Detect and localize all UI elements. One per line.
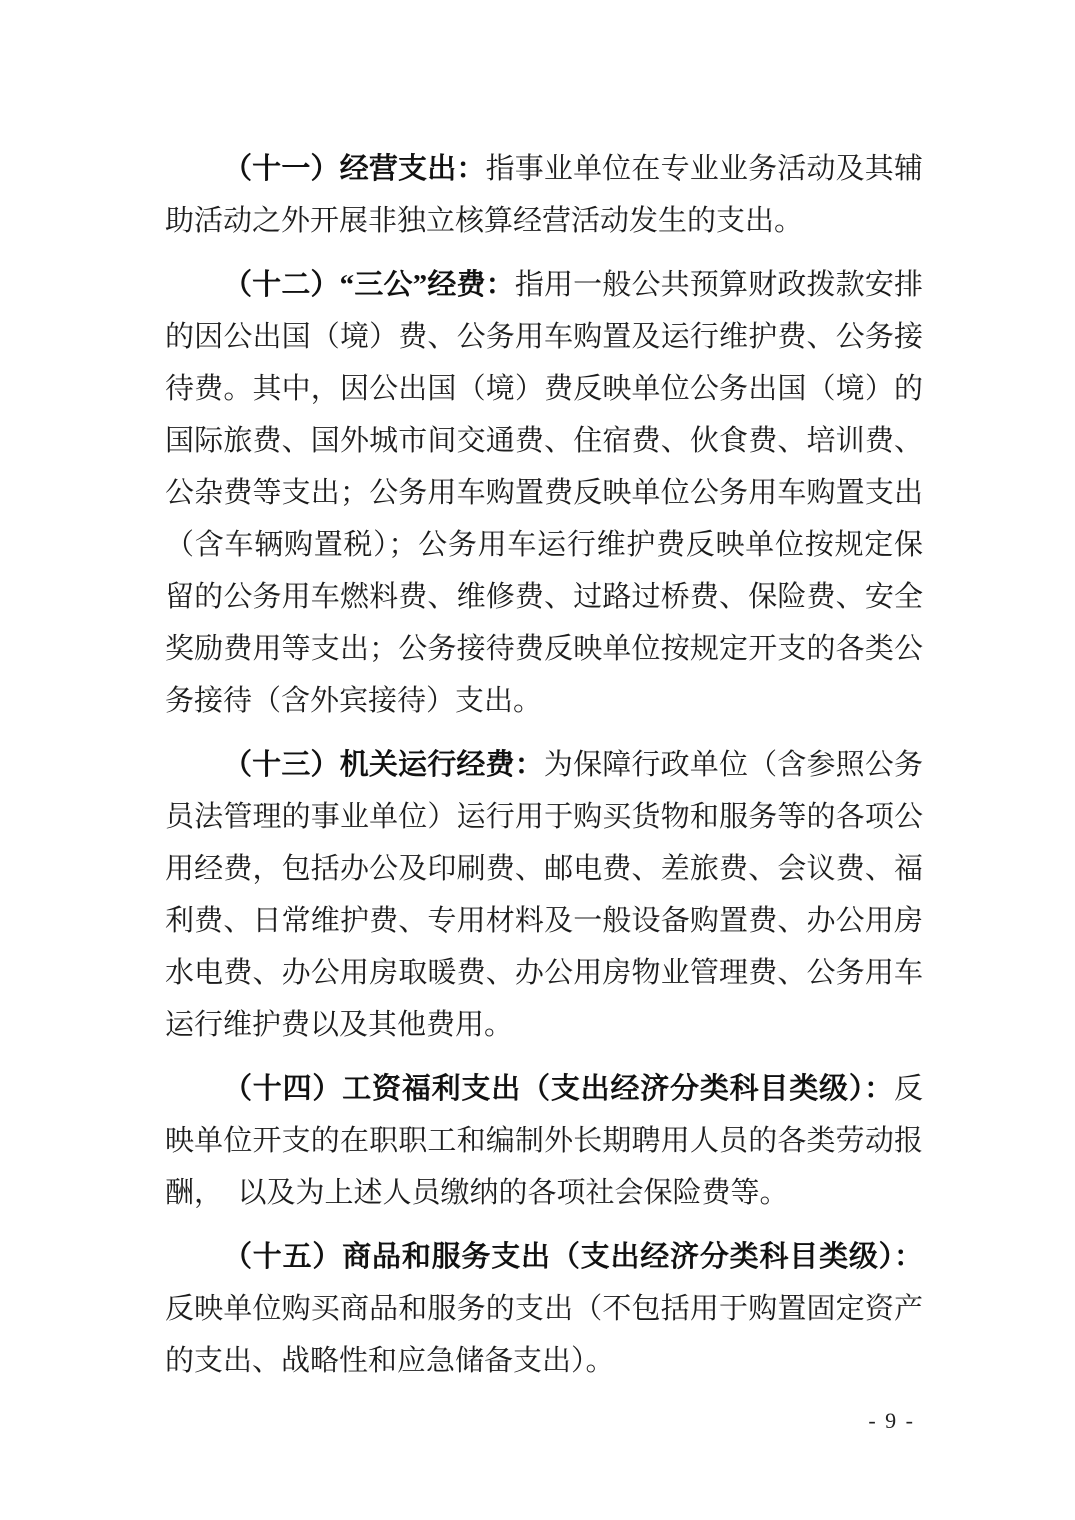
paragraph-body: 反映单位购买商品和服务的支出（不包括用于购置固定资产的支出、战略性和应急储备支出）。 — [165, 1293, 923, 1377]
paragraph-15 — [165, 1231, 923, 1387]
document-content — [165, 143, 923, 1387]
paragraph-body: 为保障行政单位（含参照公务员法管理的事业单位）运行用于购买货物和服务等的各项公用经费，包括办公及印刷费、邮电费、差旅费、会议费、福利费、日常维护费、专用材料及一般设备购置费、办公用房水电费、办公用房取暖费、办公用房物业管理费、公务用车运行维护费以及其他费用。 — [165, 749, 923, 1041]
paragraph-heading: （十三）机关运行经费： — [223, 749, 544, 781]
paragraph-body: 指用一般公共预算财政拨款安排的因公出国（境）费、公务用车购置及运行维护费、公务接待费。其中，因公出国（境）费反映单位公务出国（境）的国际旅费、国外城市间交通费、住宿费、伙食费、培训费、公杂费等支出；公务用车购置费反映单位公务用车购置支出（含车辆购置税）；公务用车运行维护费反映单位按规定保留的公务用车燃料费、维修费、过路过桥费、保险费、安全奖励费用等支出；公务接待费反映单位按规定开支的各类公务接待（含外宾接待）支出。 — [165, 269, 923, 717]
paragraph-14 — [165, 1063, 923, 1219]
paragraph-12 — [165, 259, 923, 727]
page-number: - 9 - — [868, 1408, 915, 1433]
paragraph-heading: （十一）经营支出： — [223, 153, 486, 185]
paragraph-heading: （十五）商品和服务支出（支出经济分类科目类级）： — [223, 1241, 923, 1273]
paragraph-13 — [165, 739, 923, 1051]
paragraph-heading: （十四）工资福利支出（支出经济分类科目类级）： — [223, 1073, 894, 1105]
paragraph-11 — [165, 143, 923, 247]
paragraph-heading: （十二）“三公”经费： — [223, 269, 515, 301]
paragraph-body: 反映单位开支的在职职工和编制外长期聘用人员的各类劳动报酬， 以及为上述人员缴纳的各项社会保险费等。 — [165, 1073, 923, 1209]
paragraph-body: 指事业单位在专业业务活动及其辅助活动之外开展非独立核算经营活动发生的支出。 — [165, 153, 923, 237]
